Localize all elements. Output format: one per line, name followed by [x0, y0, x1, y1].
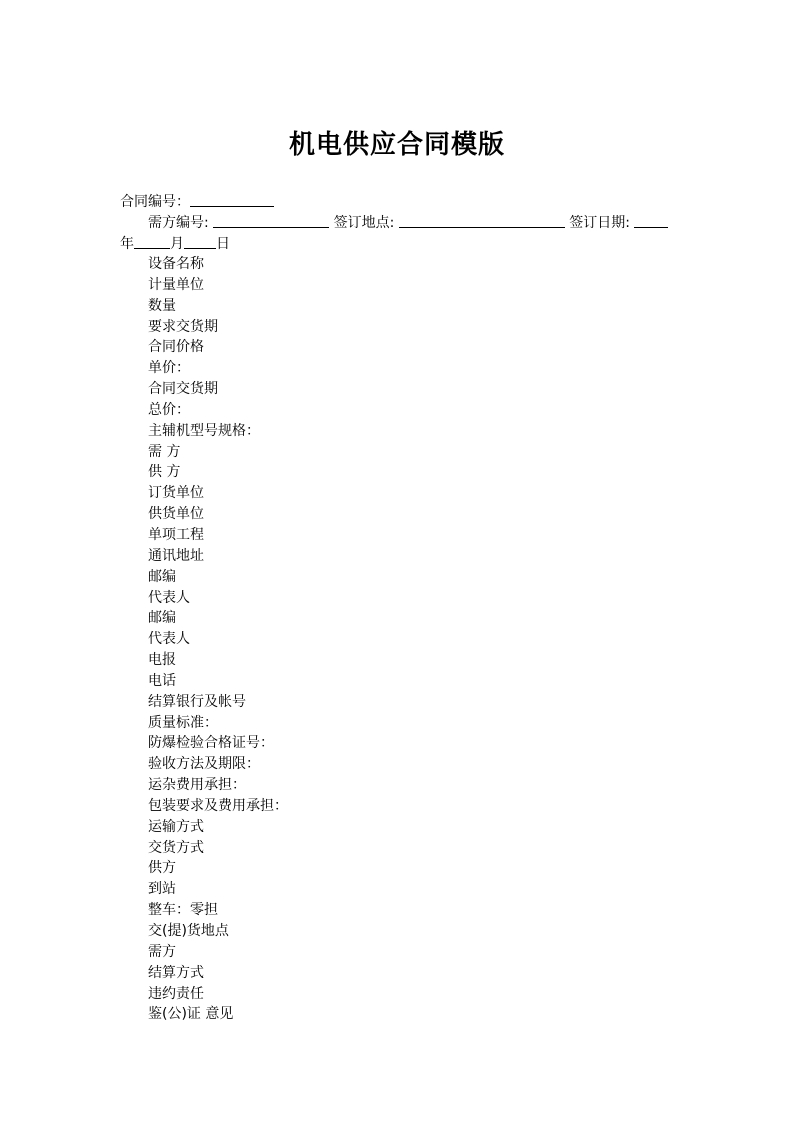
- list-item: 邮编: [148, 568, 176, 585]
- day-blank[interactable]: [184, 234, 216, 249]
- list-item: 结算银行及帐号: [148, 693, 246, 710]
- list-item: 供货单位: [148, 506, 204, 523]
- list-item: 计量单位: [148, 276, 204, 293]
- list-item: 需方: [148, 943, 176, 960]
- day-label: 日: [216, 236, 230, 252]
- year-label: 年: [120, 236, 134, 252]
- contract-number-blank[interactable]: [190, 192, 274, 207]
- list-item: 结算方式: [148, 964, 204, 981]
- list-item: 需 方: [148, 443, 181, 460]
- list-item: 鉴(公)证 意见: [148, 1006, 234, 1023]
- contract-number-label: 合同编号：: [120, 194, 190, 210]
- list-item: 供方: [148, 860, 176, 877]
- list-item: 单价：: [148, 360, 190, 377]
- list-item: 交货方式: [148, 839, 204, 856]
- list-item: 交(提)货地点: [148, 923, 229, 939]
- list-item: 合同价格: [148, 339, 204, 356]
- sign-place-blank[interactable]: [399, 213, 565, 228]
- list-item: 代表人: [148, 589, 190, 606]
- list-item: 单项工程: [148, 526, 204, 543]
- sign-date-label: 签订日期:: [569, 215, 630, 231]
- list-item: 主辅机型号规格：: [148, 422, 260, 439]
- list-item: 验收方法及期限：: [148, 756, 260, 773]
- buyer-info-line: [148, 213, 668, 233]
- list-item: 电报: [148, 652, 176, 669]
- list-item: 违约责任: [148, 985, 204, 1002]
- document-title: 机电供应合同模版: [288, 130, 505, 160]
- list-item: 电话: [148, 672, 176, 689]
- list-item: 代表人: [148, 631, 190, 648]
- list-item: 通讯地址: [148, 547, 204, 564]
- list-item: 整车：零担: [148, 902, 218, 919]
- list-item: 防爆检验合格证号：: [148, 735, 274, 752]
- list-item: 运输方式: [148, 818, 204, 835]
- month-blank[interactable]: [134, 234, 170, 249]
- list-item: 邮编: [148, 610, 176, 627]
- list-item: 质量标准：: [148, 714, 218, 731]
- buyer-number-blank[interactable]: [213, 213, 329, 228]
- list-item: 供 方: [148, 464, 181, 481]
- list-item: 设备名称: [148, 256, 204, 272]
- sign-place-label: 签订地点:: [333, 215, 395, 231]
- contract-number-line: [120, 192, 274, 212]
- date-line: [120, 234, 230, 254]
- list-item: 合同交货期: [148, 381, 218, 398]
- list-item: 包装要求及费用承担：: [148, 797, 288, 814]
- list-item: 到站: [148, 881, 176, 898]
- list-item: 订货单位: [148, 485, 204, 502]
- buyer-number-label: 需方编号:: [148, 215, 209, 231]
- list-item: 要求交货期: [148, 318, 218, 335]
- list-item: 数量: [148, 297, 176, 314]
- month-label: 月: [170, 236, 184, 252]
- list-item: 总价：: [148, 401, 190, 418]
- contract-items-list: [148, 254, 288, 1025]
- sign-year-blank[interactable]: [634, 213, 668, 228]
- list-item: 运杂费用承担：: [148, 777, 246, 794]
